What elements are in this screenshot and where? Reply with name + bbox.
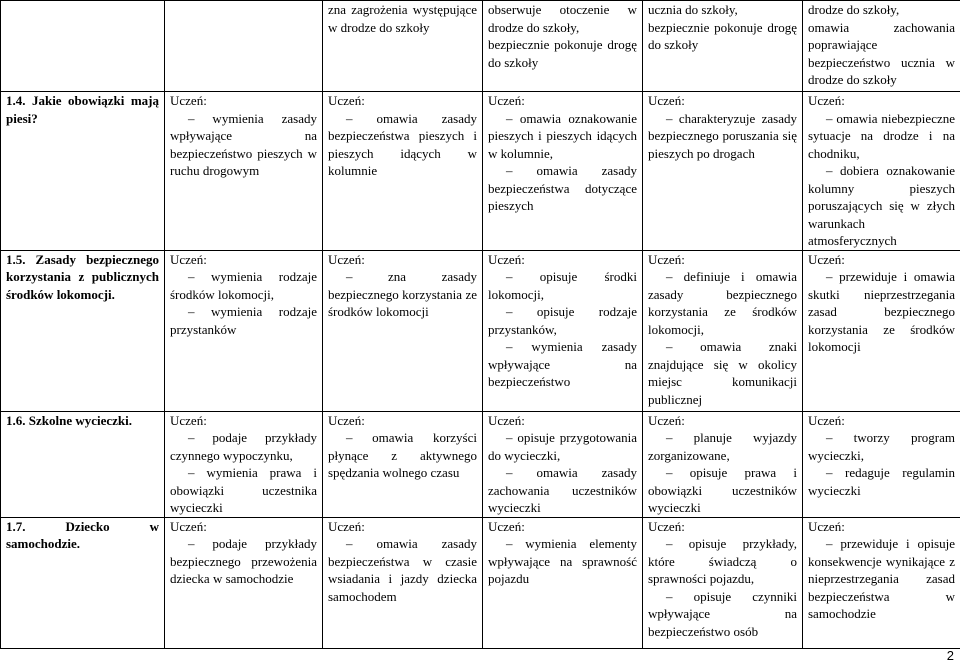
requirement-item: – opisuje środki lokomocji,	[488, 269, 637, 302]
student-label: Uczeń:	[648, 518, 685, 534]
requirement-item: – omawia korzyści płynące z aktywnego spędzania wolnego czasu	[328, 430, 477, 480]
requirement-cell	[643, 250, 803, 411]
student-label: Uczeń:	[488, 518, 525, 534]
requirement-item: – przewiduje i opisuje konsekwencje wynikające z nieprzestrzegania zasad bezpieczeństwa w samochodzie	[808, 536, 955, 621]
requirement-cell	[165, 517, 323, 648]
table-row	[1, 517, 960, 648]
student-label: Uczeń:	[808, 93, 845, 108]
requirement-cell	[643, 92, 803, 251]
requirement-item: – zna zasady bezpiecznego korzystania ze środków lokomocji	[328, 269, 477, 319]
topic-cell: 1.5. Zasady bezpiecznego korzystania z publicznych środków lokomocji.	[1, 250, 165, 411]
requirement-cell	[803, 517, 960, 648]
requirement-item: – wymienia rodzaje przystanków	[170, 304, 317, 337]
topic-cell: 1.6. Szkolne wycieczki.	[1, 411, 165, 517]
student-label: Uczeń:	[648, 93, 685, 108]
requirement-item: – omawia zasady zachowania uczestników wycieczki	[488, 465, 637, 515]
requirement-item: – omawia zasady bezpieczeństwa w czasie wsiadania i jazdy dziecka samochodem	[328, 536, 477, 604]
requirement-item: – przewiduje i omawia skutki nieprzestrzegania zasad bezpiecznego korzystania ze środków lokomocji	[808, 269, 955, 354]
requirement-cell	[323, 250, 483, 411]
topic-cell: 1.7. Dziecko w samochodzie.	[1, 517, 165, 648]
requirement-item: – opisuje przykłady, które świadczą o sprawności pojazdu,	[648, 536, 797, 586]
requirement-item: – wymienia elementy wpływające na sprawność pojazdu	[488, 536, 637, 586]
requirement-item: – opisuje prawa i obowiązki uczestników wycieczki	[648, 465, 797, 515]
requirement-item: – planuje wyjazdy zorganizowane,	[648, 430, 797, 463]
requirement-item: – opisuje rodzaje przystanków,	[488, 304, 637, 337]
student-label: Uczeń:	[328, 518, 365, 534]
student-label: Uczeń:	[648, 251, 685, 267]
requirement-item: – charakteryzuje zasady bezpiecznego poruszania się pieszych po drogach	[648, 110, 797, 161]
topic-cell: 1.4. Jakie obowiązki mają piesi?	[1, 92, 165, 251]
requirement-item: – omawia zasady bezpieczeństwa dotyczące pieszych	[488, 163, 637, 213]
requirement-item: – wymienia prawa i obowiązki uczestnika wycieczki	[170, 465, 317, 515]
requirement-item: – omawia niebezpieczne sytuacje na drodze i na chodniku,	[808, 110, 955, 161]
requirement-item: – podaje przykłady czynnego wypoczynku,	[170, 430, 317, 463]
requirement-cell	[483, 517, 643, 648]
student-label: Uczeń:	[170, 412, 207, 428]
requirement-item: – tworzy program wycieczki,	[808, 430, 955, 463]
requirement-item: bezpiecznie pokonuje drogę do szkoły	[488, 37, 637, 70]
requirement-cell	[483, 250, 643, 411]
requirement-cell	[165, 250, 323, 411]
requirement-item: – omawia zasady bezpieczeństwa pieszych i pieszych idących w kolumnie	[328, 110, 477, 178]
requirement-item: – opisuje czynniki wpływające na bezpieczeństwo osób	[648, 588, 797, 639]
student-label: Uczeń:	[170, 518, 207, 534]
requirement-item: – wymienia rodzaje środków lokomocji,	[170, 269, 317, 302]
requirement-cell	[323, 1, 483, 92]
student-label: Uczeń:	[488, 93, 525, 108]
table-row	[1, 92, 960, 251]
requirement-item: – omawia oznakowanie pieszych i pieszych idących w kolumnie,	[488, 110, 637, 161]
requirement-cell	[165, 92, 323, 251]
student-label: Uczeń:	[328, 412, 365, 428]
table-row	[1, 411, 960, 517]
requirement-cell	[643, 411, 803, 517]
student-label: Uczeń:	[648, 412, 685, 428]
student-label: Uczeń:	[808, 412, 845, 428]
requirement-item: bezpiecznie pokonuje drogę do szkoły	[648, 19, 797, 52]
requirement-cell	[803, 411, 960, 517]
requirement-cell	[803, 1, 960, 92]
requirement-cell	[643, 1, 803, 92]
requirement-item: ucznia do szkoły,	[648, 2, 738, 17]
requirement-item: – podaje przykłady bezpiecznego przewożenia dziecka w samochodzie	[170, 536, 317, 586]
requirement-item: zna zagrożenia występujące w drodze do szkoły	[328, 2, 477, 35]
page-number: 2	[946, 647, 954, 663]
requirement-cell	[323, 92, 483, 251]
requirement-item: obserwuje otoczenie w drodze do szkoły,	[488, 2, 637, 35]
requirement-cell	[483, 92, 643, 251]
student-label: Uczeń:	[328, 93, 365, 108]
student-label: Uczeń:	[808, 518, 845, 534]
student-label: Uczeń:	[170, 93, 207, 108]
student-label: Uczeń:	[328, 251, 365, 267]
requirement-cell	[323, 517, 483, 648]
requirement-cell	[483, 411, 643, 517]
requirement-cell	[165, 411, 323, 517]
requirement-item: – dobiera oznakowanie kolumny pieszych poruszających się w złych warunkach atmosferycznych	[808, 163, 955, 248]
requirement-item: – definiuje i omawia zasady bezpiecznego korzystania ze środków lokomocji,	[648, 269, 797, 337]
requirement-item: – opisuje przygotowania do wycieczki,	[488, 430, 637, 463]
requirement-item: – redaguje regulamin wycieczki	[808, 465, 955, 498]
requirement-cell	[643, 517, 803, 648]
requirement-cell	[803, 92, 960, 251]
student-label: Uczeń:	[808, 251, 845, 267]
requirement-item: – wymienia zasady wpływające na bezpieczeństwo	[488, 339, 637, 389]
requirement-cell	[165, 1, 323, 92]
student-label: Uczeń:	[170, 251, 207, 267]
topic-cell	[1, 1, 165, 92]
requirement-item: – wymienia zasady wpływające na bezpieczeństwo pieszych w ruchu drogowym	[170, 110, 317, 178]
requirement-item: drodze do szkoły,	[808, 2, 900, 17]
requirement-item: – omawia znaki znajdujące się w okolicy miejsc komunikacji publicznej	[648, 339, 797, 407]
table-row	[1, 250, 960, 411]
table-row	[1, 1, 960, 92]
requirement-item: omawia zachowania poprawiające bezpieczeństwo ucznia w drodze do szkoły	[808, 19, 955, 87]
requirement-cell	[803, 250, 960, 411]
student-label: Uczeń:	[488, 251, 525, 267]
requirement-cell	[323, 411, 483, 517]
student-label: Uczeń:	[488, 412, 525, 428]
requirement-cell	[483, 1, 643, 92]
